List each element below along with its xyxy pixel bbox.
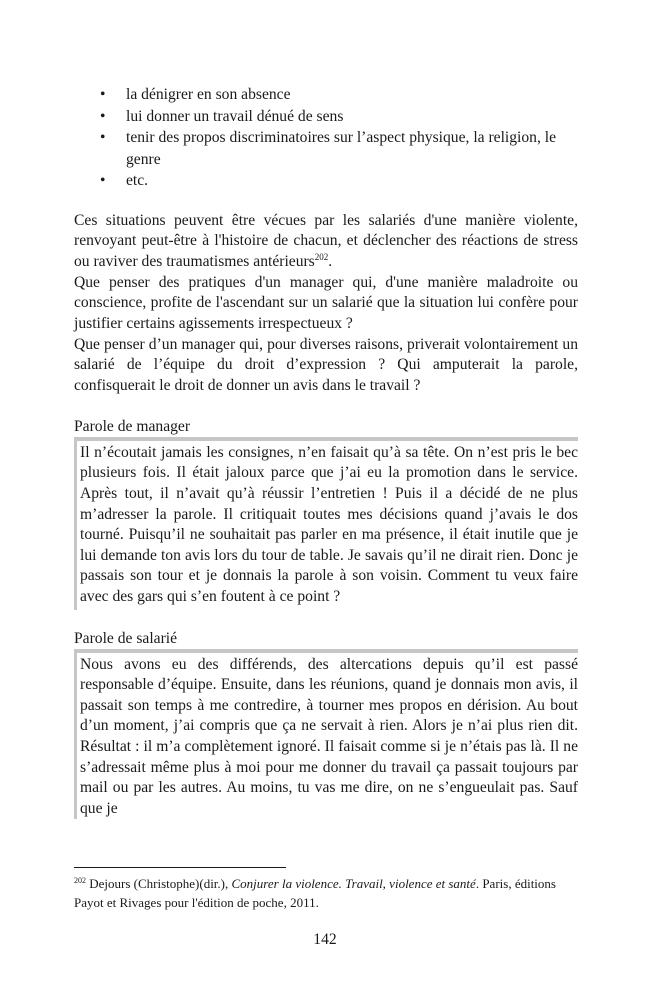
list-item-text: lui donner un travail dénué de sens — [126, 107, 344, 125]
employee-quote-label: Parole de salarié — [74, 629, 178, 647]
footnote-title: Conjurer la violence. Travail, violence et santé — [231, 876, 476, 891]
footnote — [74, 875, 578, 912]
list-item-text: la dénigrer en son absence — [126, 86, 291, 103]
paragraph-expression-right: Que penser d’un manager qui, pour diverses raisons, priverait volontairement un salarié de l’équipe du droit d’expression ? Qui amputerait la parole, confisquerait le droit de donner un avis dans le travail ? — [74, 335, 578, 395]
list-item-text: etc. — [126, 172, 149, 189]
bullet-marker: • — [100, 107, 106, 125]
paragraph-situations — [74, 211, 578, 273]
page-body — [74, 84, 578, 819]
footnote-rest: . Paris, éditions Payot et Rivages pour l'édition de poche, 2011. — [74, 876, 556, 910]
list-item — [100, 84, 578, 106]
paragraph-tail: . — [328, 252, 333, 270]
paragraph-text: Ces situations peuvent être vécues par les salariés d'une manière violente, renvoyant peut-être à l'histoire de chacun, et déclencher des réactions de stress ou raviver des traumatismes antérieurs — [74, 211, 578, 270]
page-number: 142 — [313, 931, 337, 948]
list-item — [100, 170, 578, 192]
manager-quote-label: Parole de manager — [74, 417, 191, 435]
employee-quote-box: Nous avons eu des différends, des altercations depuis qu’il est passé responsable d’équipe. Ensuite, dans les réunions, quand je donnais mon avis, il passait son temps à me contredire, à tourner mes propos en dérision. Au bout d’un moment, j’ai compris que ça ne servait à rien. Alors je n’ai plus rien dit. Résultat : il m’a complètement ignoré. Il faisait comme si je n’étais pas là. Il ne s’adressait même plus à moi pour me donner du travail ça passait toujours par mail ou par les autres. Au moins, tu vas me dire, on ne s’engueulait pas. Sauf que je — [74, 649, 578, 820]
manager-quote-box: Il n’écoutait jamais les consignes, n’en faisait qu’à sa tête. On n’est pris le bec plusieurs fois. Il était jaloux parce que j’ai eu la promotion dans le service. Après tout, il n’avait qu’à réussir l’entretien ! Puis il a décidé de ne plus m’adresser la parole. Il critiquait toutes mes décisions quand j’avais le dos tourné. Puisqu’il ne souhaitait pas parler en ma présence, il était inutile que je lui demande ton avis lors du tour de table. Je savais qu’il ne dirait rien. Donc je passais son tour et je donnais la parole à son voisin. Comment tu veux faire avec des gars qui s’en foutent à ce point ? — [74, 437, 578, 610]
footnote-author: Dejours (Christophe)(dir.), — [89, 876, 232, 891]
bullet-marker: • — [100, 86, 106, 103]
paragraph-manager-practices: Que penser des pratiques d'un manager qui, d'une manière maladroite ou conscience, profite de l'ascendant sur un salarié que la situation lui confère pour justifier certains agissements irrespectueux ? — [74, 273, 578, 333]
bullet-marker: • — [100, 129, 106, 146]
list-item — [100, 127, 578, 170]
footnote-reference[interactable]: 202 — [314, 251, 329, 262]
bullet-marker: • — [100, 172, 106, 189]
list-item-text: tenir des propos discriminatoires sur l’aspect physique, la religion, le genre — [126, 129, 557, 168]
footnote-divider — [74, 867, 286, 868]
bullet-list — [74, 84, 578, 192]
footnote-number: 202 — [74, 876, 86, 885]
list-item — [100, 106, 578, 128]
